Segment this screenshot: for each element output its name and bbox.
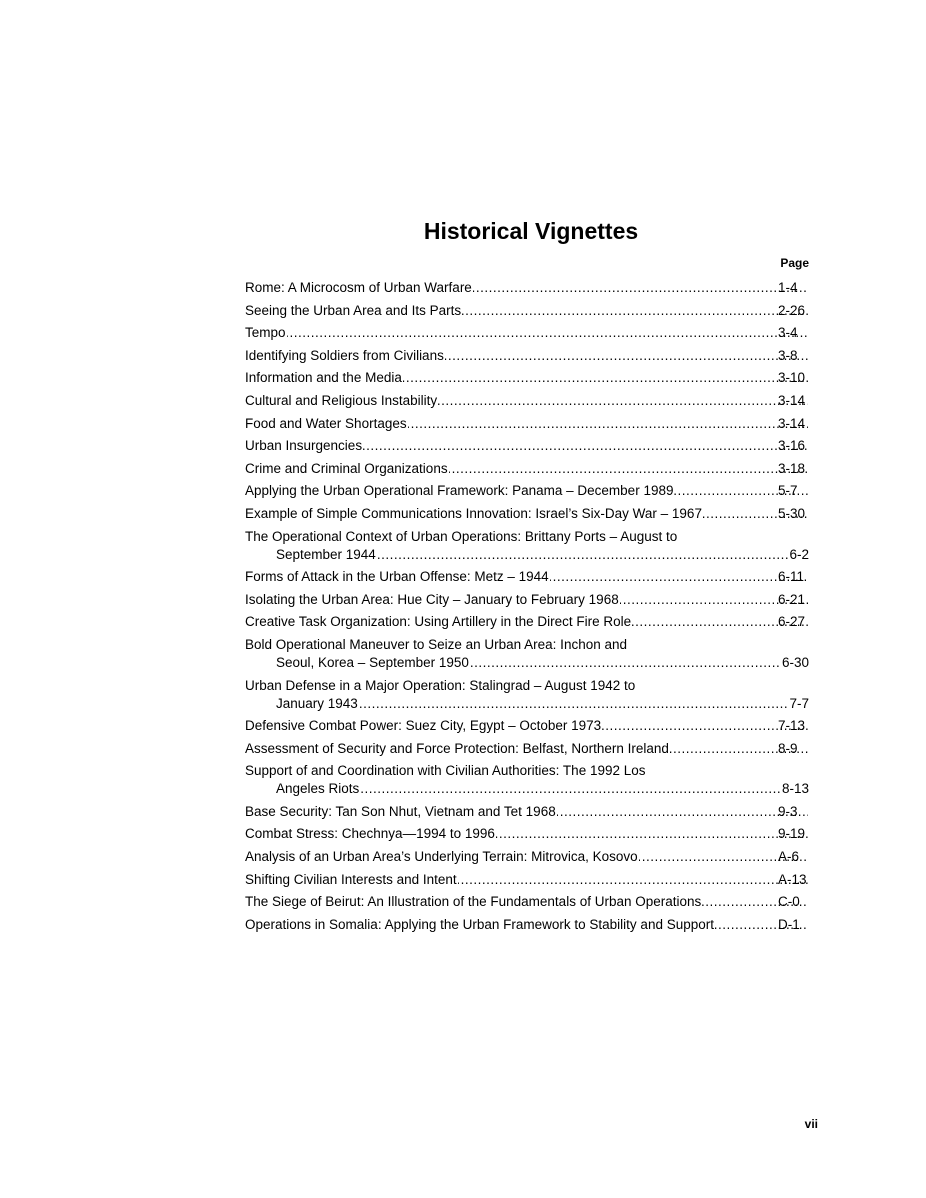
toc-entry <box>245 591 809 609</box>
toc-entry <box>245 279 809 297</box>
toc-dot-leader <box>360 780 781 798</box>
toc-dot-leader <box>287 324 808 342</box>
table-of-contents <box>245 279 809 938</box>
toc-entry-title: Base Security: Tan Son Nhut, Vietnam and Tet 1968 <box>245 803 556 819</box>
toc-entry <box>245 347 809 365</box>
toc-entry-title: January 1943 <box>276 695 358 711</box>
toc-entry <box>245 613 809 631</box>
toc-entry-title: Seeing the Urban Area and Its Parts <box>245 302 462 318</box>
toc-entry-line: Rome: A Microcosm of Urban Warfare ..... 1-4 <box>276 279 809 297</box>
toc-dot-leader <box>449 460 808 478</box>
toc-entry-title: Tempo <box>245 325 286 341</box>
toc-entry-page: 6-2 <box>789 546 809 562</box>
toc-entry <box>245 803 809 821</box>
toc-entry-title: Cultural and Religious Instability <box>245 392 438 408</box>
toc-entry <box>245 369 809 387</box>
toc-entry <box>245 415 809 433</box>
toc-entry <box>245 677 809 713</box>
toc-entry-title: Operations in Somalia: Applying the Urban Framework to Stability and Support <box>245 916 714 932</box>
toc-entry <box>245 871 809 889</box>
toc-entry-line: Tempo ..... 3-4 <box>276 324 809 342</box>
toc-entry-line: Identifying Soldiers from Civilians ..... 3-8 <box>276 347 809 365</box>
toc-entry-line: The Siege of Beirut: An Illustration of the Fundamentals of Urban Operations ..... C-0 <box>276 893 809 911</box>
toc-entry-title-first-line: The Operational Context of Urban Operations: Brittany Ports – August to <box>245 528 678 544</box>
toc-entry-title: Crime and Criminal Organizations <box>245 460 448 476</box>
toc-entry-line: Shifting Civilian Interests and Intent ..... A-13 <box>276 871 809 889</box>
toc-entry-line: Isolating the Urban Area: Hue City – January to February 1968 ..... 6-21 <box>276 591 809 609</box>
toc-entry-line <box>276 546 809 564</box>
toc-entry-line: Forms of Attack in the Urban Offense: Metz – 1944 ..... 6-11 <box>276 568 809 586</box>
toc-entry-line <box>276 780 809 798</box>
toc-entry-line: Seeing the Urban Area and Its Parts ..... 2-26 <box>276 302 809 320</box>
toc-entry <box>245 717 809 735</box>
toc-entry-title: Angeles Riots <box>276 781 360 797</box>
toc-dot-leader <box>557 803 808 821</box>
toc-entry-title: Assessment of Security and Force Protection: Belfast, Northern Ireland <box>245 740 669 756</box>
toc-entry <box>245 460 809 478</box>
toc-entry-title: Isolating the Urban Area: Hue City – January to February 1968 <box>245 591 619 607</box>
toc-entry <box>245 740 809 758</box>
toc-dot-leader <box>363 437 808 455</box>
toc-entry-title: Seoul, Korea – September 1950 <box>276 654 469 670</box>
toc-entry-title-first-line: Bold Operational Maneuver to Seize an Urban Area: Inchon and <box>245 636 627 652</box>
toc-entry-page: 7-7 <box>789 695 809 711</box>
toc-entry <box>245 505 809 523</box>
toc-entry-title: Forms of Attack in the Urban Offense: Metz – 1944 <box>245 569 549 585</box>
toc-entry-line: Analysis of an Urban Area’s Underlying Terrain: Mitrovica, Kosovo ..... A-6 <box>276 848 809 866</box>
toc-entry-title: September 1944 <box>276 546 376 562</box>
toc-entry-title: Example of Simple Communications Innovation: Israel’s Six-Day War – 1967 <box>245 505 702 521</box>
toc-entry-title: Urban Insurgencies <box>245 438 363 454</box>
toc-entry <box>245 324 809 342</box>
toc-entry-title: Rome: A Microcosm of Urban Warfare <box>245 280 472 295</box>
toc-entry-title: Analysis of an Urban Area’s Underlying Terrain: Mitrovica, Kosovo <box>245 849 638 865</box>
page-title: Historical Vignettes <box>423 218 639 244</box>
toc-entry <box>245 762 809 798</box>
toc-entry-title: Combat Stress: Chechnya—1994 to 1996 <box>245 826 495 842</box>
toc-entry <box>245 893 809 911</box>
toc-entry <box>245 437 809 455</box>
toc-entry-line: Combat Stress: Chechnya—1994 to 1996 ..... 9-19 <box>276 825 809 843</box>
toc-dot-leader <box>458 871 808 889</box>
toc-entry-line: Applying the Urban Operational Framework: Panama – December 1989 ..... 5-7 <box>276 482 809 500</box>
toc-entry <box>245 302 809 320</box>
toc-entry <box>245 392 809 410</box>
toc-entry-line: Urban Insurgencies ..... 3-16 <box>276 437 809 455</box>
toc-entry-line: Assessment of Security and Force Protection: Belfast, Northern Ireland ..... 8-9 <box>276 740 809 758</box>
toc-entry-line: Base Security: Tan Son Nhut, Vietnam and Tet 1968 ..... 9-3 <box>276 803 809 821</box>
page-column-header: Page <box>780 256 809 270</box>
toc-entry-title: Shifting Civilian Interests and Intent <box>245 871 457 887</box>
toc-entry-line: Creative Task Organization: Using Artillery in the Direct Fire Role ..... 6-27 <box>276 613 809 631</box>
toc-dot-leader <box>550 568 808 586</box>
toc-dot-leader <box>470 654 781 672</box>
toc-dot-leader <box>462 302 808 320</box>
toc-entry-line: Food and Water Shortages ..... 3-14 <box>276 415 809 433</box>
toc-entry-title: The Siege of Beirut: An Illustration of the Fundamentals of Urban Operations <box>245 894 702 910</box>
toc-dot-leader <box>445 347 808 365</box>
toc-entry-line: Cultural and Religious Instability ..... 3-14 <box>276 392 809 410</box>
toc-entry-line: Crime and Criminal Organizations ..... 3-18 <box>276 460 809 478</box>
toc-entry-title: Information and the Media <box>245 370 402 386</box>
toc-entry-line: Defensive Combat Power: Suez City, Egypt – October 1973 ..... 7-13 <box>276 717 809 735</box>
toc-entry <box>245 636 809 672</box>
toc-entry <box>245 568 809 586</box>
toc-dot-leader <box>473 279 808 297</box>
toc-entry-title: Applying the Urban Operational Framework: Panama – December 1989 <box>245 483 674 499</box>
toc-entry-line: Example of Simple Communications Innovation: Israel’s Six-Day War – 1967 ..... 5-30 <box>276 505 809 523</box>
toc-entry-title: Identifying Soldiers from Civilians <box>245 347 444 363</box>
toc-entry-page: 6-30 <box>781 654 809 670</box>
toc-entry <box>245 528 809 564</box>
toc-entry-line <box>276 695 809 713</box>
toc-dot-leader <box>496 825 808 843</box>
toc-entry-title-first-line: Support of and Coordination with Civilian Authorities: The 1992 Los <box>245 763 646 779</box>
toc-entry-line: Information and the Media ..... 3-10 <box>276 369 809 387</box>
toc-entry-line: Operations in Somalia: Applying the Urban Framework to Stability and Support ..... D-1 <box>276 916 809 934</box>
page-number: vii <box>804 1117 818 1131</box>
toc-dot-leader <box>438 392 808 410</box>
toc-dot-leader <box>359 695 789 713</box>
toc-entry <box>245 916 809 934</box>
toc-entry-line <box>276 654 809 672</box>
toc-entry-page: 8-13 <box>781 781 809 797</box>
toc-entry-title: Creative Task Organization: Using Artillery in the Direct Fire Role <box>245 614 632 630</box>
toc-dot-leader <box>408 415 808 433</box>
toc-entry <box>245 482 809 500</box>
toc-entry-title: Food and Water Shortages <box>245 415 407 431</box>
toc-dot-leader <box>377 546 789 564</box>
toc-dot-leader <box>403 369 808 387</box>
toc-entry-title: Defensive Combat Power: Suez City, Egypt – October 1973 <box>245 718 602 734</box>
toc-entry <box>245 848 809 866</box>
toc-entry-title-first-line: Urban Defense in a Major Operation: Stalingrad – August 1942 to <box>245 677 636 693</box>
toc-entry <box>245 825 809 843</box>
